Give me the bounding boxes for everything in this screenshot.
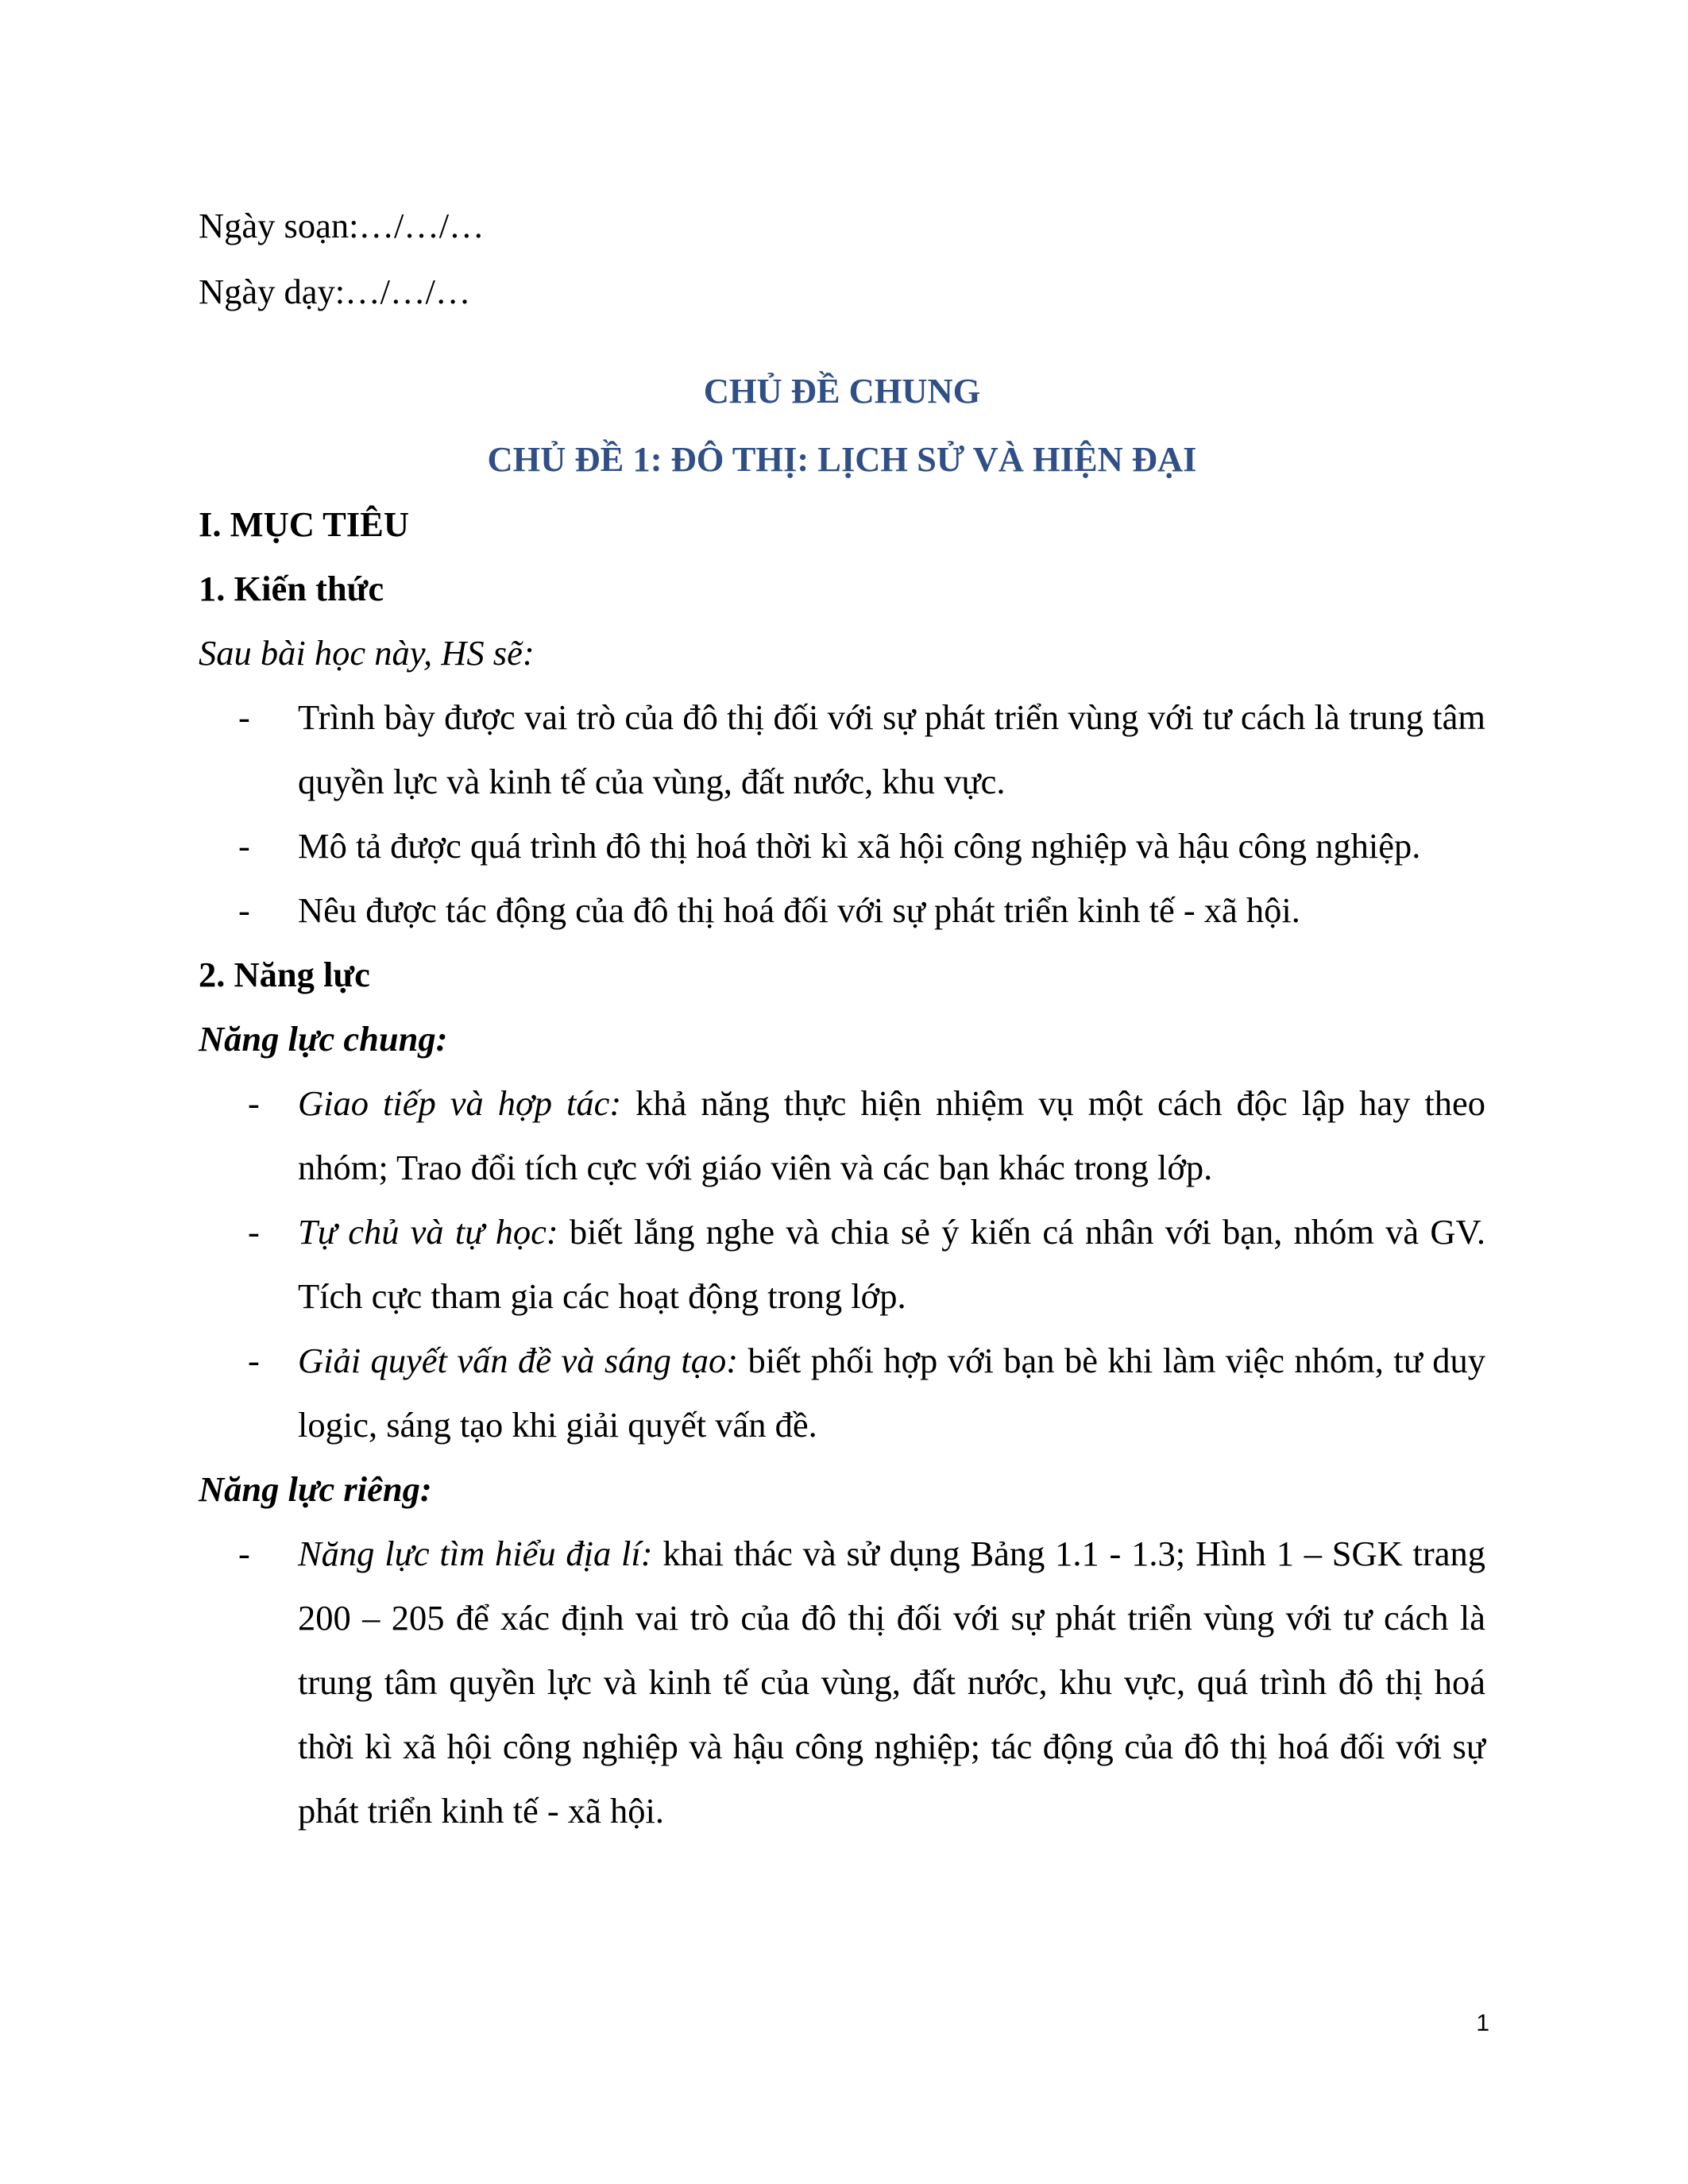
list-item <box>199 878 1485 943</box>
specific-competence-heading: Năng lực riêng: <box>199 1469 432 1509</box>
subheading-knowledge: 1. Kiến thức <box>199 569 384 608</box>
document-body <box>199 194 1485 1843</box>
topic-title: CHỦ ĐỀ 1: ĐÔ THỊ: LỊCH SỬ VÀ HIỆN ĐẠI <box>487 439 1197 479</box>
list-item-label: Giao tiếp và hợp tác: <box>298 1083 622 1123</box>
list-item-text: Trình bày được vai trò của đô thị đối với sự phát triển vùng với tư cách là trung tâm quyền lực và kinh tế của vùng, đất nước, khu vực. <box>298 697 1485 801</box>
list-item-text: Nêu được tác động của đô thị hoá đối với sự phát triển kinh tế - xã hội. <box>298 890 1300 930</box>
list-dash: - <box>238 890 250 930</box>
list-item-text: khai thác và sử dụng Bảng 1.1 - 1.3; Hình 1 – SGK trang 200 – 205 để xác định vai trò của đô thị đối với sự phát triển vùng với tư cách là trung tâm quyền lực và kinh tế của vùng, đất nước, khu vực, quá trình đô thị hoá thời kì xã hội công nghiệp và hậu công nghiệp; tác động của đô thị hoá đối với sự phát triển kinh tế - xã hội. <box>298 1534 1485 1831</box>
main-title: CHỦ ĐỀ CHUNG <box>703 371 981 411</box>
teach-date: Ngày dạy:…/…/… <box>199 272 471 311</box>
list-item <box>199 1329 1485 1457</box>
list-item <box>199 1522 1485 1843</box>
list-item-label: Tự chủ và tự học: <box>298 1212 558 1252</box>
list-dash: - <box>238 1534 250 1573</box>
general-competence-list <box>199 1071 1485 1457</box>
general-competence-heading: Năng lực chung: <box>199 1019 448 1059</box>
page-number: 1 <box>1476 2010 1489 2036</box>
knowledge-intro: Sau bài học này, HS sẽ: <box>199 633 535 673</box>
list-dash: - <box>248 1083 260 1123</box>
list-item <box>199 1071 1485 1200</box>
list-dash: - <box>248 1341 260 1380</box>
list-dash: - <box>238 697 250 737</box>
section-heading-objectives: I. MỤC TIÊU <box>199 504 409 544</box>
specific-competence-list <box>199 1522 1485 1843</box>
list-item <box>199 814 1485 878</box>
list-item <box>199 685 1485 814</box>
prep-date: Ngày soạn:…/…/… <box>199 206 485 245</box>
list-item-label: Năng lực tìm hiểu địa lí: <box>298 1534 653 1573</box>
list-dash: - <box>248 1212 260 1252</box>
list-item-text: khả năng thực hiện nhiệm vụ một cách độc lập hay theo nhóm; Trao đổi tích cực với giáo viên và các bạn khác trong lớp. <box>298 1083 1485 1187</box>
subheading-competence: 2. Năng lực <box>199 955 370 994</box>
list-item <box>199 1200 1485 1329</box>
list-dash: - <box>238 826 250 866</box>
list-item-text: biết phối hợp với bạn bè khi làm việc nhóm, tư duy logic, sáng tạo khi giải quyết vấn đề. <box>298 1341 1486 1445</box>
list-item-text: Mô tả được quá trình đô thị hoá thời kì xã hội công nghiệp và hậu công nghiệp. <box>298 826 1421 866</box>
list-item-text: biết lắng nghe và chia sẻ ý kiến cá nhân với bạn, nhóm và GV. Tích cực tham gia các hoạt động trong lớp. <box>298 1212 1485 1316</box>
knowledge-list <box>199 685 1485 943</box>
list-item-label: Giải quyết vấn đề và sáng tạo: <box>298 1341 739 1380</box>
